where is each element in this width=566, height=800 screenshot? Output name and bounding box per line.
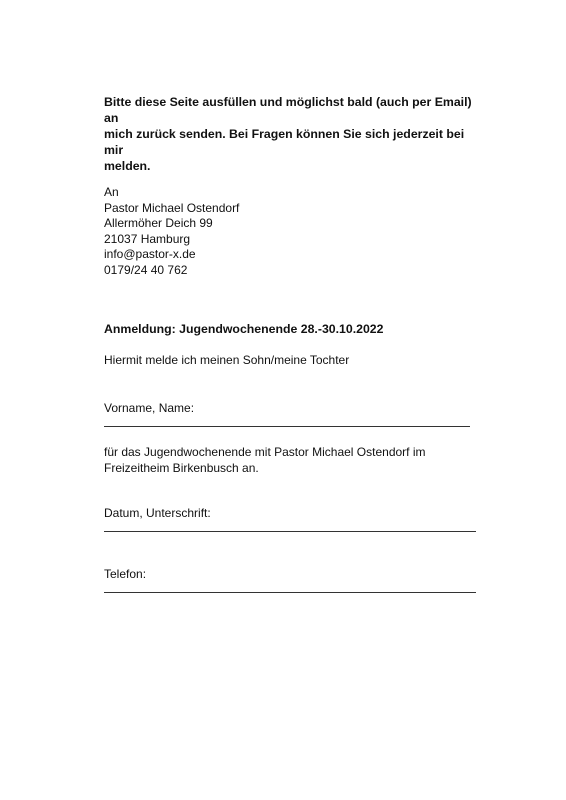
signature-field-label: Datum, Unterschrift: <box>104 506 211 520</box>
address-phone: 0179/24 40 762 <box>104 262 188 277</box>
registration-statement: Hiermit melde ich meinen Sohn/meine Tochter <box>104 353 350 367</box>
intro-line-3: melden. <box>104 159 151 173</box>
address-to: An <box>104 185 119 199</box>
signature-field-line[interactable] <box>104 531 476 532</box>
address-name: Pastor Michael Ostendorf <box>104 200 240 215</box>
name-field-label: Vorname, Name: <box>104 401 195 415</box>
event-line-1: für das Jugendwochenende mit Pastor Michael Ostendorf im <box>104 445 426 459</box>
phone-field-label: Telefon: <box>104 567 147 581</box>
intro-line-2: mich zurück senden. Bei Fragen können Sie sich jederzeit bei mir <box>104 127 465 157</box>
address-email: info@pastor-x.de <box>104 247 196 262</box>
phone-field-line[interactable] <box>104 592 476 593</box>
event-description <box>104 444 504 476</box>
intro-line-1: Bitte diese Seite ausfüllen und möglichst bald (auch per Email) an <box>104 95 472 125</box>
name-field-line[interactable] <box>104 426 470 427</box>
intro-instructions <box>104 94 484 174</box>
address-city: 21037 Hamburg <box>104 231 191 246</box>
recipient-address <box>104 185 239 279</box>
registration-title: Anmeldung: Jugendwochenende 28.-30.10.2022 <box>104 322 384 336</box>
address-street: Allermöher Deich 99 <box>104 216 213 231</box>
event-line-2: Freizeitheim Birkenbusch an. <box>104 461 259 475</box>
